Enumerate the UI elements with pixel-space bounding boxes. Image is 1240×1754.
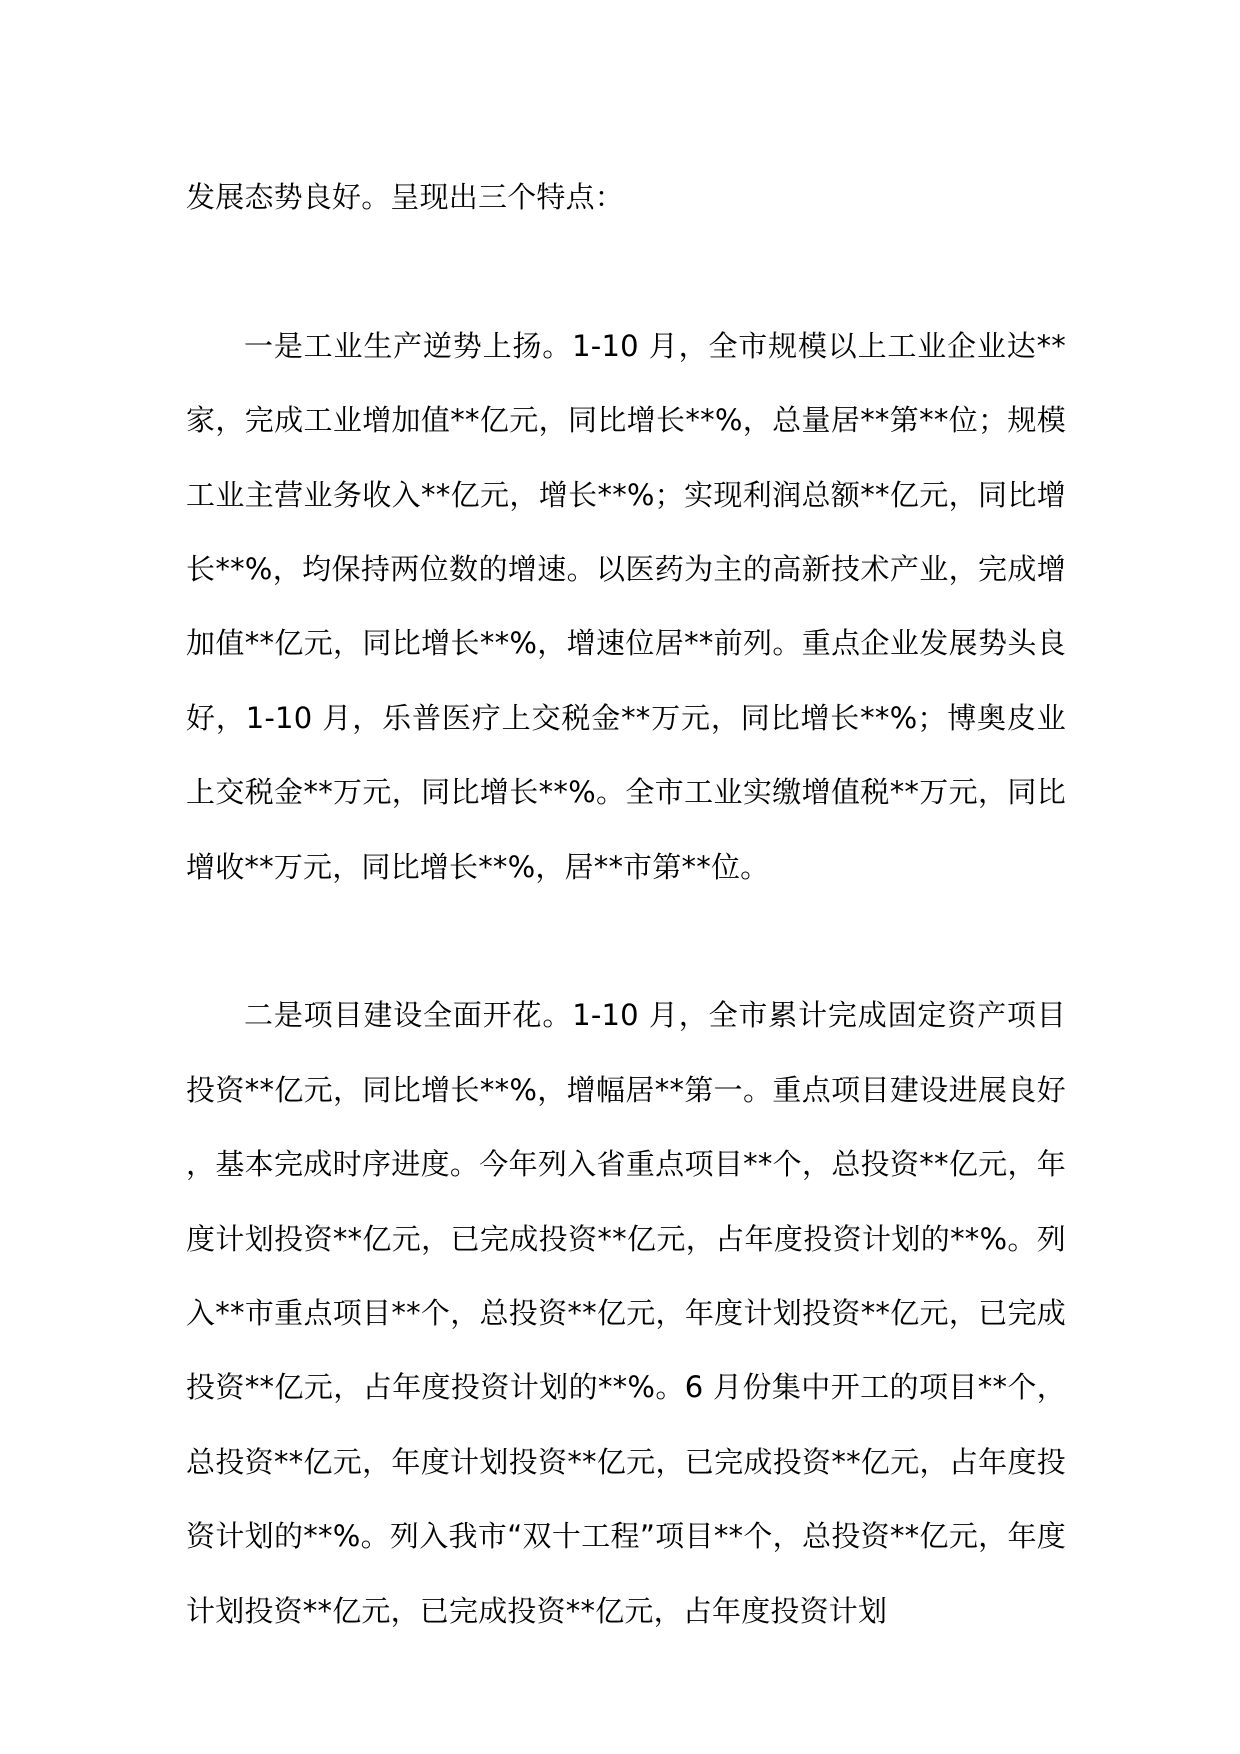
paragraph-industrial-production: 一是工业生产逆势上扬。1-10 月，全市规模以上工业企业达**家，完成工业增加值**亿元，同比增长**%，总量居**第**位；规模工业主营业务收入**亿元，增长**%；实现利润总额**亿元，同比增长**%，均保持两位数的增速。以医药为主的高新技术产业，完成增加值**亿元，同比增长**%，增速位居**前列。重点企业发展势头良好，1-10 月，乐普医疗上交税金**万元，同比增长**%；博奥皮业上交税金**万元，同比增长**%。全市工业实缴增值税**万元，同比增收**万元，同比增长**%，居**市第**位。	[186, 328, 1066, 884]
paragraph-project-construction: 二是项目建设全面开花。1-10 月，全市累计完成固定资产项目投资**亿元，同比增长**%，增幅居**第一。重点项目建设进展良好，基本完成时序进度。今年列入省重点项目**个，总投资**亿元，年度计划投资**亿元，已完成投资**亿元，占年度投资计划的**%。列入**市重点项目**个，总投资**亿元，年度计划投资**亿元，已完成投资**亿元，占年度投资计划的**%。6 月份集中开工的项目**个，总投资**亿元，年度计划投资**亿元，已完成投资**亿元，占年度投资计划的**%。列入我市“双十工程”项目**个，总投资**亿元，年度计划投资**亿元，已完成投资**亿元，占年度投资计划	[186, 998, 1066, 1628]
paragraph-intro: 发展态势良好。呈现出三个特点：	[186, 180, 625, 214]
document-body	[186, 160, 1066, 1648]
